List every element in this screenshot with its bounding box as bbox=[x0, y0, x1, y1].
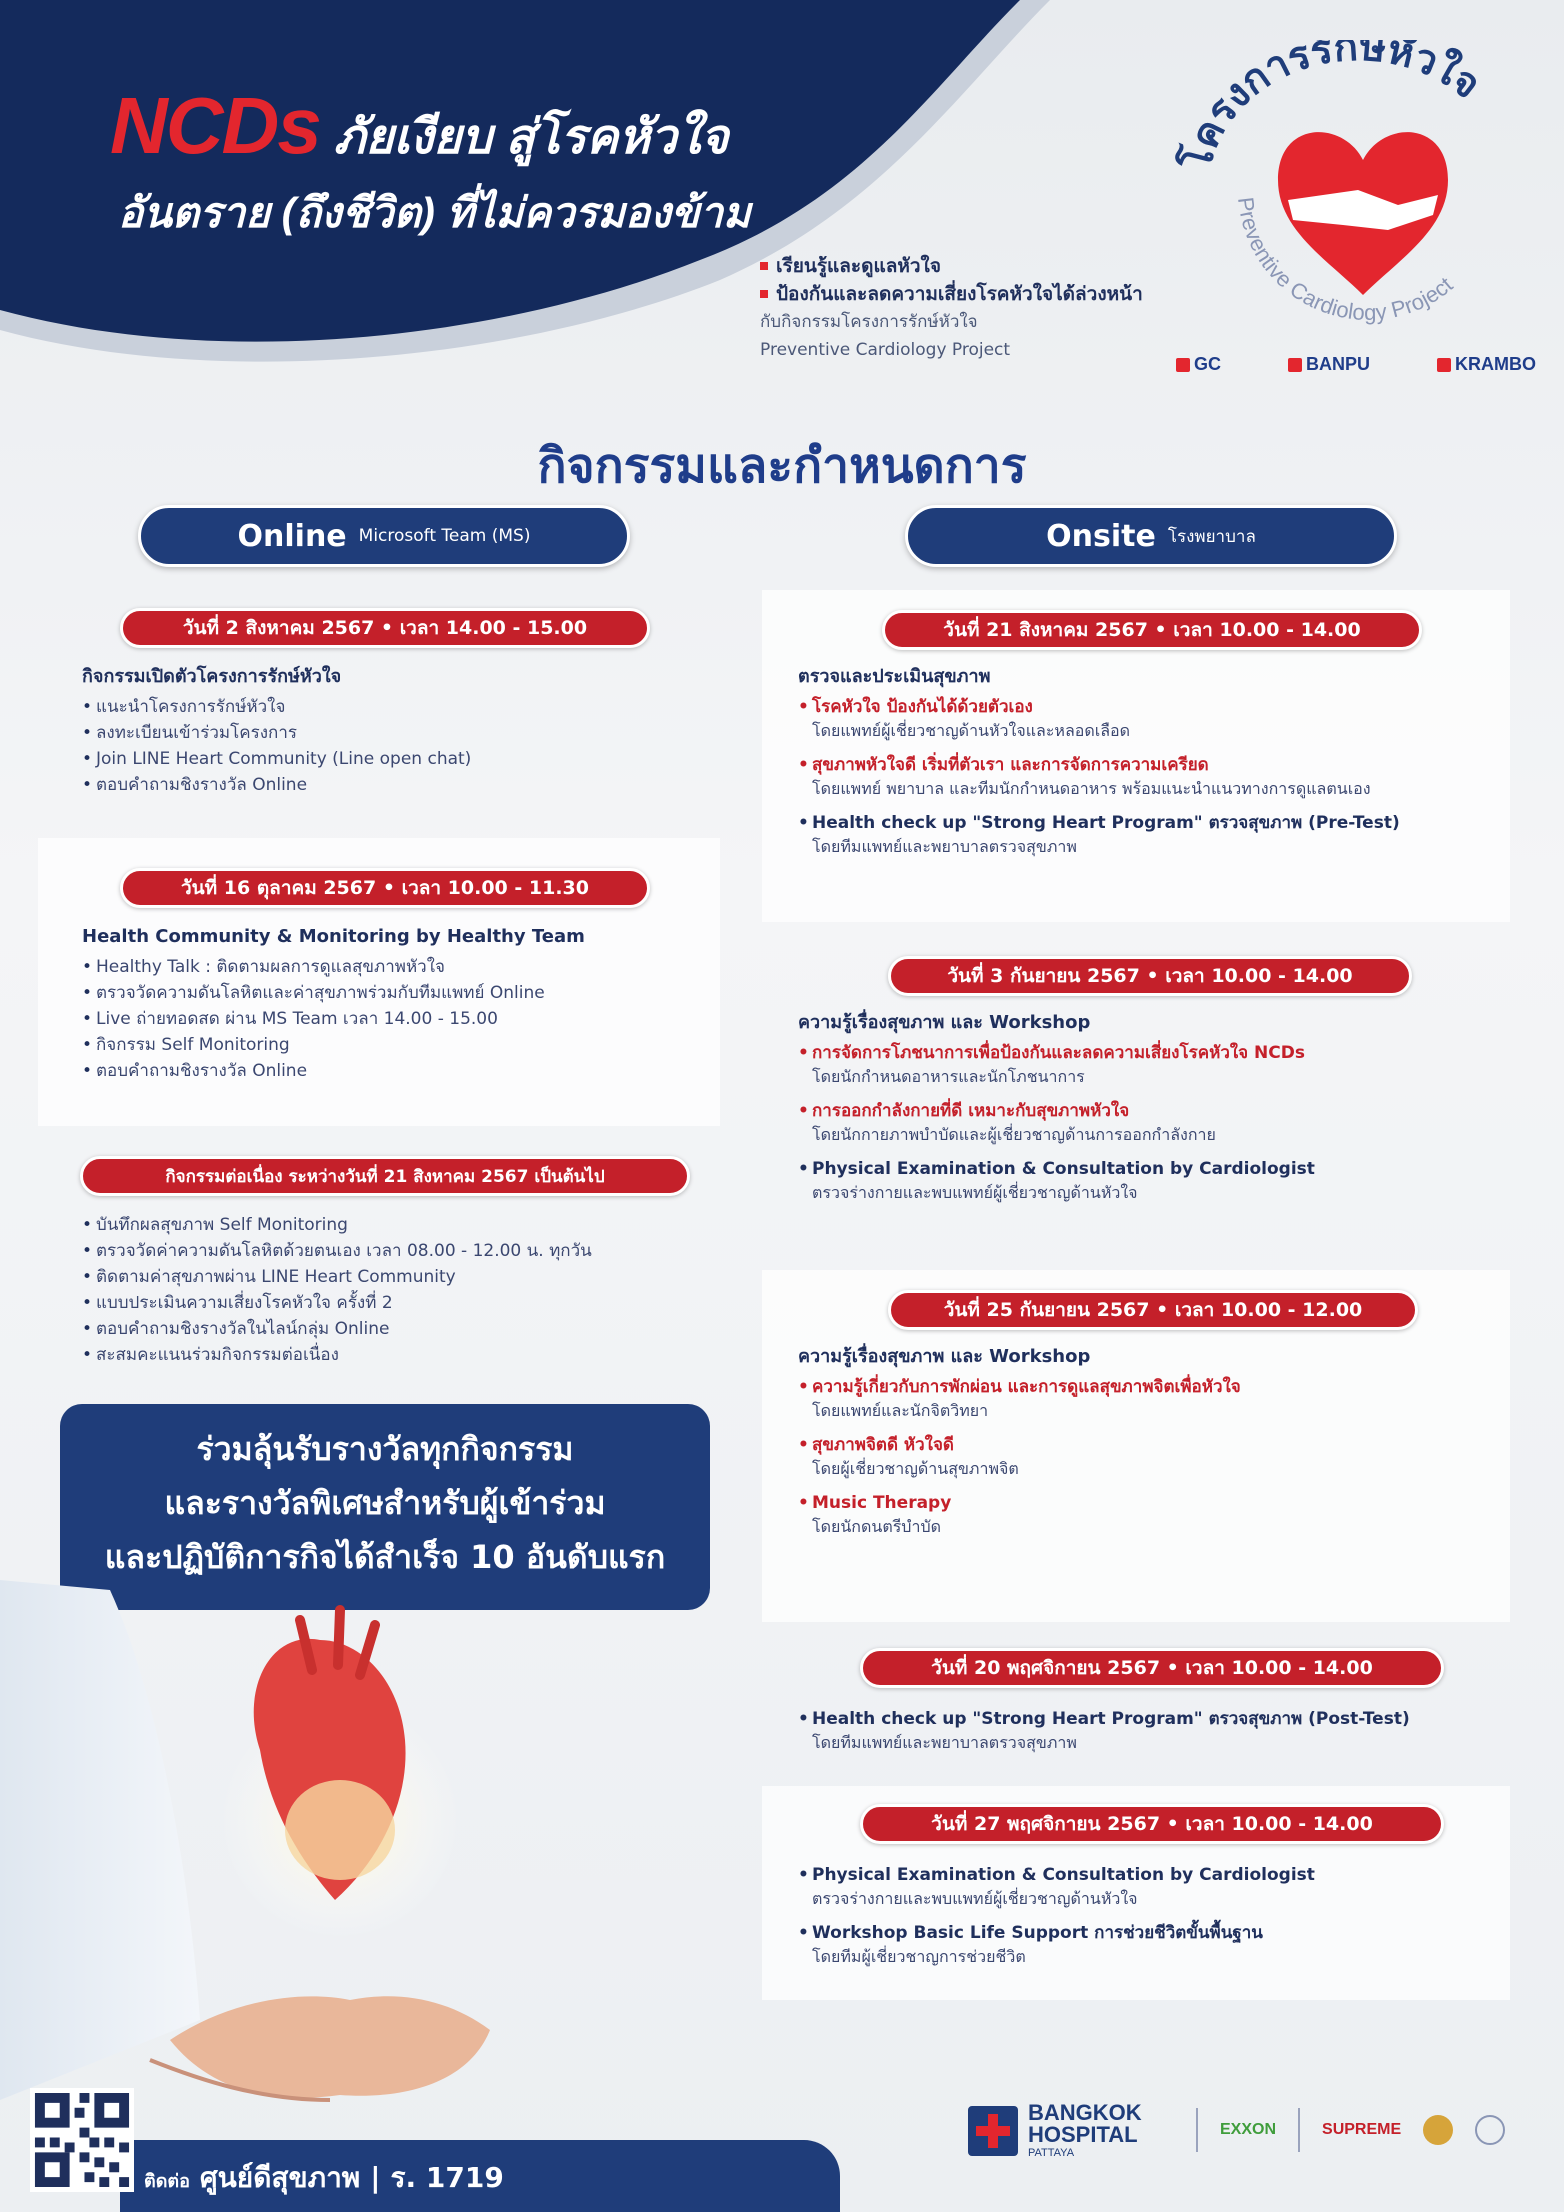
activity-item bbox=[798, 694, 1498, 742]
activity-title: • Workshop Basic Life Support การช่วยชีวิตขั้นพื้นฐาน bbox=[812, 1923, 1263, 1943]
onsite-activity bbox=[798, 1706, 1498, 1764]
activity-heading: ตรวจและประเมินสุขภาพ bbox=[798, 666, 991, 687]
activity-desc: โดยแพทย์และนักจิตวิทยา bbox=[812, 1401, 989, 1420]
activity-heading: ความรู้เรื่องสุขภาพ และ Workshop bbox=[798, 1012, 1091, 1033]
hospital-branch: PATTAYA bbox=[1028, 2147, 1075, 2159]
date-pill: วันที่ 16 ตุลาคม 2567 • เวลา 10.00 - 11.30 bbox=[120, 868, 650, 908]
activity-item bbox=[798, 1490, 1498, 1538]
contact-label: ติดต่อ bbox=[144, 2171, 190, 2192]
contact-info bbox=[144, 2156, 504, 2200]
partner-mark-icon bbox=[1437, 358, 1451, 372]
activity-desc: ตรวจร่างกายและพบแพทย์ผู้เชี่ยวชาญด้านหัวใจ bbox=[812, 1183, 1138, 1202]
contact-separator: | bbox=[370, 2161, 381, 2194]
list-item: • Healthy Talk : ติดตามผลการดูแลสุขภาพหัวใจ bbox=[82, 954, 702, 980]
partner-logos bbox=[1176, 354, 1536, 375]
activity-title: • สุขภาพหัวใจดี เริ่มที่ตัวเรา และการจัดการความเครียด bbox=[812, 755, 1209, 775]
activity-desc: โดยนักกายภาพบำบัดและผู้เชี่ยวชาญด้านการออกกำลังกาย bbox=[812, 1125, 1216, 1144]
activity-item bbox=[798, 810, 1498, 858]
date-pill: วันที่ 20 พฤศจิกายน 2567 • เวลา 10.00 - 14.00 bbox=[860, 1648, 1444, 1688]
intro-text bbox=[760, 252, 1180, 364]
activity-title: • โรคหัวใจ ป้องกันได้ด้วยตัวเอง bbox=[812, 697, 1033, 717]
activity-item bbox=[798, 1706, 1498, 1754]
activity-item bbox=[798, 1040, 1498, 1088]
prize-line: ร่วมลุ้นรับรางวัลทุกกิจกรรม bbox=[196, 1430, 574, 1468]
partner-logo: KRAMBO bbox=[1437, 354, 1536, 375]
hospital-cross-icon bbox=[968, 2106, 1018, 2156]
activity-title: • Physical Examination & Consultation by Cardiologist bbox=[812, 1159, 1315, 1179]
sponsor-logo: SUPREME bbox=[1322, 2121, 1402, 2138]
activity-item bbox=[798, 1432, 1498, 1480]
list-item: • ตอบคำถามชิงรางวัล Online bbox=[82, 1058, 702, 1084]
shirt-shape bbox=[0, 1580, 200, 2100]
hospital-logo bbox=[968, 2102, 1142, 2160]
sponsor-logo: EXXON bbox=[1220, 2121, 1277, 2138]
activity-desc: โดยผู้เชี่ยวชาญด้านสุขภาพจิต bbox=[812, 1459, 1019, 1478]
list-item: • ตอบคำถามชิงรางวัล Online bbox=[82, 772, 702, 798]
prize-line: และรางวัลพิเศษสำหรับผู้เข้าร่วม bbox=[164, 1484, 606, 1522]
online-label: Online bbox=[237, 518, 347, 554]
activity-desc: โดยนักดนตรีบำบัด bbox=[812, 1517, 941, 1536]
list-item: • ตอบคำถามชิงรางวัลในไลน์กลุ่ม Online bbox=[82, 1316, 712, 1342]
sponsor-seal-icon bbox=[1423, 2115, 1453, 2145]
list-item: • ลงทะเบียนเข้าร่วมโครงการ bbox=[82, 720, 702, 746]
section-title: กิจกรรมและกำหนดการ bbox=[537, 438, 1027, 494]
activity-desc: โดยทีมแพทย์และพยาบาลตรวจสุขภาพ bbox=[812, 837, 1077, 856]
onsite-activity bbox=[798, 1862, 1498, 1978]
list-item: • ตรวจวัดค่าความดันโลหิตด้วยตนเอง เวลา 08.00 - 12.00 น. ทุกวัน bbox=[82, 1238, 712, 1264]
date-pill: วันที่ 21 สิงหาคม 2567 • เวลา 10.00 - 14.00 bbox=[882, 610, 1422, 650]
onsite-label: Onsite bbox=[1046, 518, 1156, 554]
online-activity bbox=[82, 924, 702, 1084]
activity-title: • Music Therapy bbox=[812, 1493, 952, 1513]
activity-heading: Health Community & Monitoring by Healthy Team bbox=[82, 926, 585, 947]
contact-ext: ร. 1719 bbox=[390, 2161, 504, 2194]
activity-heading: ความรู้เรื่องสุขภาพ และ Workshop bbox=[798, 1346, 1091, 1367]
onsite-activity bbox=[798, 1010, 1498, 1214]
page-subtitle: อันตราย (ถึงชีวิต) ที่ไม่ควรมองข้าม bbox=[118, 189, 751, 236]
activity-desc: ตรวจร่างกายและพบแพทย์ผู้เชี่ยวชาญด้านหัวใจ bbox=[812, 1889, 1138, 1908]
list-item: • บันทึกผลสุขภาพ Self Monitoring bbox=[82, 1212, 712, 1238]
onsite-activity bbox=[798, 1344, 1498, 1548]
heart-hands-illustration bbox=[0, 1580, 520, 2140]
activity-item bbox=[798, 1862, 1498, 1910]
activity-title: • Physical Examination & Consultation by Cardiologist bbox=[812, 1865, 1315, 1885]
online-activity bbox=[82, 1212, 712, 1368]
activity-title: • Health check up "Strong Heart Program" ตรวจสุขภาพ (Post-Test) bbox=[812, 1709, 1410, 1729]
intro-bullet: เรียนรู้และดูแลหัวใจ bbox=[760, 252, 1180, 280]
activity-desc: โดยแพทย์ พยาบาล และทีมนักกำหนดอาหาร พร้อมแนะนำแนวทางการดูแลตนเอง bbox=[812, 779, 1371, 798]
logo-thai-title: โครงการรักษ์หัวใจ bbox=[1174, 40, 1489, 175]
partner-logo: BANPU bbox=[1288, 354, 1370, 375]
activity-title: • Health check up "Strong Heart Program" ตรวจสุขภาพ (Pre-Test) bbox=[812, 813, 1400, 833]
list-item: • Join LINE Heart Community (Line open chat) bbox=[82, 746, 702, 772]
activity-item bbox=[798, 1156, 1498, 1204]
date-pill: วันที่ 3 กันยายน 2567 • เวลา 10.00 - 14.00 bbox=[888, 956, 1412, 996]
list-item: • แนะนำโครงการรักษ์หัวใจ bbox=[82, 694, 702, 720]
logo-english-arc: Preventive Cardiology Project bbox=[1233, 195, 1458, 326]
activity-title: • การจัดการโภชนาการเพื่อป้องกันและลดความเสี่ยงโรคหัวใจ NCDs bbox=[812, 1043, 1305, 1063]
activity-item bbox=[798, 752, 1498, 800]
onsite-activity bbox=[798, 664, 1498, 868]
activity-item bbox=[798, 1920, 1498, 1968]
partner-mark-icon bbox=[1176, 358, 1190, 372]
online-header bbox=[138, 505, 630, 567]
list-item: • แบบประเมินความเสี่ยงโรคหัวใจ ครั้งที่ 2 bbox=[82, 1290, 712, 1316]
qr-code-icon[interactable] bbox=[30, 2088, 134, 2192]
date-pill: วันที่ 27 พฤศจิกายน 2567 • เวลา 10.00 - 14.00 bbox=[860, 1804, 1444, 1844]
activity-desc: โดยแพทย์ผู้เชี่ยวชาญด้านหัวใจและหลอดเลือด bbox=[812, 721, 1131, 740]
date-pill: กิจกรรมต่อเนื่อง ระหว่างวันที่ 21 สิงหาคม 2567 เป็นต้นไป bbox=[80, 1156, 690, 1196]
hospital-name-1: BANGKOK bbox=[1028, 2100, 1142, 2125]
activity-desc: โดยทีมผู้เชี่ยวชาญการช่วยชีวิต bbox=[812, 1947, 1026, 1966]
page-title bbox=[110, 80, 728, 175]
sponsor-seal-icon bbox=[1475, 2115, 1505, 2145]
onsite-header bbox=[905, 505, 1397, 567]
hospital-name-2: HOSPITAL bbox=[1028, 2122, 1138, 2147]
onsite-sub: โรงพยาบาล bbox=[1167, 526, 1256, 547]
contact-name: ศูนย์ดีสุขภาพ bbox=[199, 2161, 361, 2194]
activity-title: • การออกกำลังกายที่ดี เหมาะกับสุขภาพหัวใจ bbox=[812, 1101, 1130, 1121]
list-item: • กิจกรรม Self Monitoring bbox=[82, 1032, 702, 1058]
online-sub: Microsoft Team (MS) bbox=[358, 526, 531, 546]
project-logo bbox=[1168, 40, 1548, 360]
activity-desc: โดยทีมแพทย์และพยาบาลตรวจสุขภาพ bbox=[812, 1733, 1077, 1752]
activity-item bbox=[798, 1098, 1498, 1146]
activity-heading: กิจกรรมเปิดตัวโครงการรักษ์หัวใจ bbox=[82, 666, 342, 687]
date-pill: วันที่ 2 สิงหาคม 2567 • เวลา 14.00 - 15.00 bbox=[120, 608, 650, 648]
prize-line: และปฏิบัติการกิจได้สำเร็จ 10 อันดับแรก bbox=[104, 1538, 666, 1576]
activity-desc: โดยนักกำหนดอาหารและนักโภชนาการ bbox=[812, 1067, 1085, 1086]
activity-title: • ความรู้เกี่ยวกับการพักผ่อน และการดูแลสุขภาพจิตเพื่อหัวใจ bbox=[812, 1377, 1241, 1397]
intro-line: Preventive Cardiology Project bbox=[760, 340, 1011, 360]
sponsor-logos bbox=[1196, 2108, 1505, 2152]
list-item: • ตรวจวัดความดันโลหิตและค่าสุขภาพร่วมกับทีมแพทย์ Online bbox=[82, 980, 702, 1006]
activity-item bbox=[798, 1374, 1498, 1422]
intro-line: กับกิจกรรมโครงการรักษ์หัวใจ bbox=[760, 312, 978, 332]
activity-title: • สุขภาพจิตดี หัวใจดี bbox=[812, 1435, 954, 1455]
list-item: • สะสมคะแนนร่วมกิจกรรมต่อเนื่อง bbox=[82, 1342, 712, 1368]
list-item: • ติดตามค่าสุขภาพผ่าน LINE Heart Community bbox=[82, 1264, 712, 1290]
title-rest: ภัยเงียบ สู่โรคหัวใจ bbox=[333, 111, 729, 164]
divider bbox=[1298, 2108, 1300, 2152]
online-activity bbox=[82, 664, 702, 798]
partner-logo: GC bbox=[1176, 354, 1221, 375]
divider bbox=[1196, 2108, 1198, 2152]
title-accent: NCDs bbox=[110, 81, 320, 170]
date-pill: วันที่ 25 กันยายน 2567 • เวลา 10.00 - 12.00 bbox=[888, 1290, 1418, 1330]
list-item: • Live ถ่ายทอดสด ผ่าน MS Team เวลา 14.00 - 15.00 bbox=[82, 1006, 702, 1032]
intro-bullet: ป้องกันและลดความเสี่ยงโรคหัวใจได้ล่วงหน้า bbox=[760, 280, 1180, 308]
partner-mark-icon bbox=[1288, 358, 1302, 372]
